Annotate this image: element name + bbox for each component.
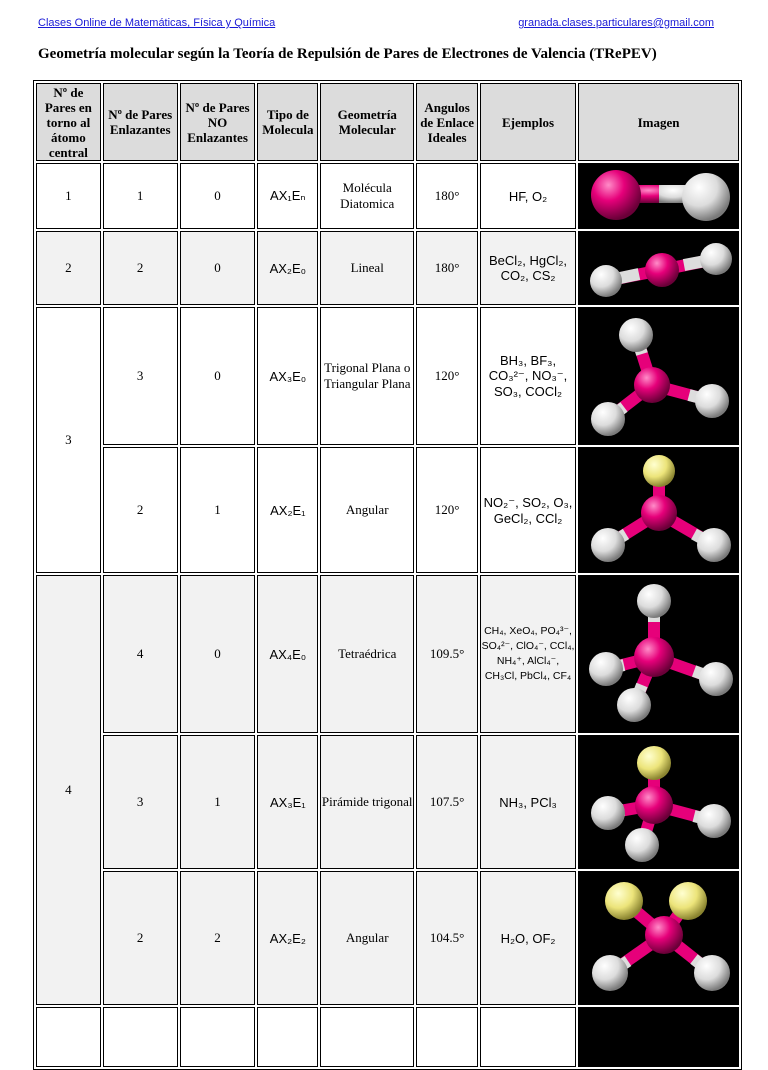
geometria-cell: Lineal [320, 231, 414, 305]
enlazantes-cell: 2 [103, 447, 178, 573]
column-header: Nº de Pares Enlazantes [103, 83, 178, 161]
tipo-cell: AX₄E₀ [257, 575, 318, 733]
tipo-cell: AX₂E₁ [257, 447, 318, 573]
no-enlazantes-cell: 0 [180, 231, 256, 305]
table-row [36, 163, 739, 229]
ejemplos-cell: BeCl₂, HgCl₂, CO₂, CS₂ [480, 231, 576, 305]
geometria-cell: Tetraédrica [320, 575, 414, 733]
table-row [36, 307, 739, 445]
enlazantes-cell: 3 [103, 735, 178, 869]
enlazantes-cell: 1 [103, 163, 178, 229]
enlazantes-cell: 2 [103, 231, 178, 305]
tipo-cell: AX₂E₀ [257, 231, 318, 305]
table-row [36, 1007, 739, 1067]
angulo-cell: 109.5° [416, 575, 478, 733]
enlazantes-cell: 2 [103, 871, 178, 1005]
ejemplos-cell: NH₃, PCl₃ [480, 735, 576, 869]
no-enlazantes-cell: 0 [180, 307, 256, 445]
no-enlazantes-cell: 2 [180, 871, 256, 1005]
table-row [36, 871, 739, 1005]
email-link[interactable]: granada.clases.particulares@gmail.com [518, 17, 714, 29]
ejemplos-cell: NO₂⁻, SO₂, O₃, GeCl₂, CCl₂ [480, 447, 576, 573]
no-enlazantes-cell: 0 [180, 163, 256, 229]
geometry-table [33, 80, 742, 1070]
angulo-cell: 107.5° [416, 735, 478, 869]
molecule-image-piramide-trigonal [578, 735, 739, 869]
column-header: Nº de Pares en torno al átomo central [36, 83, 101, 161]
molecule-image-angular-120 [578, 447, 739, 573]
enlazantes-cell: 4 [103, 575, 178, 733]
molecule-image-trigonal-plana [578, 307, 739, 445]
angulo-cell: 120° [416, 447, 478, 573]
column-header: Ejemplos [480, 83, 576, 161]
column-header: Angulos de Enlace Ideales [416, 83, 478, 161]
column-header: Imagen [578, 83, 739, 161]
header-row [36, 83, 739, 161]
ejemplos-cell: CH₄, XeO₄, PO₄³⁻, SO₄²⁻, ClO₄⁻, CCl₄, NH₄⁺, AlCl₄⁻, CH₃Cl, PbCl₄, CF₄ [480, 575, 576, 733]
column-header: Tipo de Molecula [257, 83, 318, 161]
ejemplos-cell: HF, O₂ [480, 163, 576, 229]
geometria-cell: Molécula Diatomica [320, 163, 414, 229]
enlazantes-cell: 3 [103, 307, 178, 445]
geometria-cell: Angular [320, 871, 414, 1005]
pares-cell: 3 [36, 307, 101, 573]
no-enlazantes-cell: 1 [180, 735, 256, 869]
molecule-image-diatomic [578, 163, 739, 229]
site-link[interactable]: Clases Online de Matemáticas, Física y Química [38, 17, 276, 29]
page-title: Geometría molecular según la Teoría de Repulsión de Pares de Electrones de Valencia (TRePEV) [38, 46, 657, 62]
ejemplos-cell: H₂O, OF₂ [480, 871, 576, 1005]
geometria-cell: Pirámide trigonal [320, 735, 414, 869]
tipo-cell: AX₃E₀ [257, 307, 318, 445]
ejemplos-cell: BH₃, BF₃, CO₃²⁻, NO₃⁻, SO₃, COCl₂ [480, 307, 576, 445]
pares-cell: 1 [36, 163, 101, 229]
angulo-cell: 120° [416, 307, 478, 445]
geometria-cell: Trigonal Plana o Triangular Plana [320, 307, 414, 445]
pares-cell: 2 [36, 231, 101, 305]
tipo-cell: AX₃E₁ [257, 735, 318, 869]
tipo-cell: AX₁Eₙ [257, 163, 318, 229]
table-row [36, 735, 739, 869]
table-row [36, 447, 739, 573]
molecule-image-linear [578, 231, 739, 305]
molecule-image-angular-104 [578, 871, 739, 1005]
tipo-cell: AX₂E₂ [257, 871, 318, 1005]
column-header: Geometría Molecular [320, 83, 414, 161]
angulo-cell: 180° [416, 231, 478, 305]
no-enlazantes-cell: 1 [180, 447, 256, 573]
table-row [36, 575, 739, 733]
column-header: Nº de Pares NO Enlazantes [180, 83, 256, 161]
angulo-cell: 180° [416, 163, 478, 229]
pares-cell: 4 [36, 575, 101, 1005]
molecule-image-tetraedrica [578, 575, 739, 733]
angulo-cell: 104.5° [416, 871, 478, 1005]
geometria-cell: Angular [320, 447, 414, 573]
no-enlazantes-cell: 0 [180, 575, 256, 733]
molecule-image-next [578, 1007, 739, 1067]
table-row [36, 231, 739, 305]
